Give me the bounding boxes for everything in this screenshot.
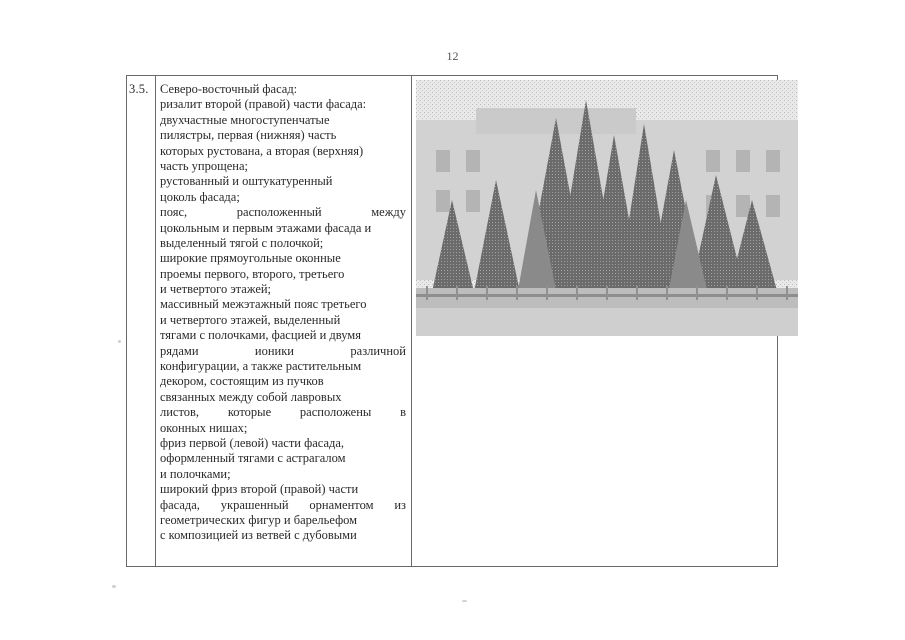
row-number: 3.5. bbox=[129, 82, 149, 96]
description-line: ризалит второй (правой) части фасада: bbox=[160, 97, 367, 112]
description-word: ионики bbox=[254, 343, 294, 358]
facade-photo bbox=[416, 80, 798, 336]
table-column-divider bbox=[155, 76, 156, 566]
description-line: и полочками; bbox=[160, 466, 231, 481]
facade-description bbox=[160, 82, 406, 544]
description-word: фасада, bbox=[160, 497, 200, 512]
description-word: рядами bbox=[160, 343, 199, 358]
description-word: между bbox=[371, 205, 406, 220]
description-line: которых рустована, а вторая (верхняя) bbox=[160, 143, 364, 158]
description-line: оформленный тягами с астрагалом bbox=[160, 451, 346, 466]
description-word: листов, bbox=[160, 405, 200, 420]
description-line bbox=[160, 405, 406, 420]
description-line: связанных между собой лавровых bbox=[160, 389, 342, 404]
description-line: оконных нишах; bbox=[160, 420, 248, 435]
description-word: из bbox=[394, 497, 406, 512]
description-line: и четвертого этажей, выделенный bbox=[160, 312, 341, 327]
description-line: конфигурации, а также растительным bbox=[160, 359, 362, 374]
description-line: широкий фриз второй (правой) части bbox=[160, 482, 359, 497]
description-line: выделенный тягой с полочкой; bbox=[160, 235, 324, 250]
description-line: геометрических фигур и барельефом bbox=[160, 512, 358, 527]
description-word: в bbox=[400, 405, 406, 420]
description-line bbox=[160, 205, 406, 220]
description-line: декором, состоящим из пучков bbox=[160, 374, 324, 389]
description-line: двухчастные многоступенчатые bbox=[160, 112, 330, 127]
page-number: 12 bbox=[446, 49, 459, 63]
description-line: Северо-восточный фасад: bbox=[160, 82, 298, 96]
description-word: которые bbox=[227, 405, 272, 420]
description-line: и четвертого этажей; bbox=[160, 282, 272, 297]
table-column-divider bbox=[411, 76, 412, 566]
scan-speck bbox=[118, 340, 121, 343]
description-line: цокольным и первым этажами фасада и bbox=[160, 220, 372, 235]
description-line: цоколь фасада; bbox=[160, 189, 240, 204]
scan-speck bbox=[112, 585, 116, 588]
description-line: часть упрощена; bbox=[160, 158, 248, 173]
description-line: массивный межэтажный пояс третьего bbox=[160, 297, 367, 312]
description-line: рустованный и оштукатуренный bbox=[160, 174, 333, 189]
description-word: пояс, bbox=[160, 205, 188, 220]
description-line: проемы первого, второго, третьего bbox=[160, 266, 345, 281]
description-line bbox=[160, 344, 406, 359]
scan-speck bbox=[462, 600, 467, 602]
description-word: расположены bbox=[299, 405, 372, 420]
description-word: расположенный bbox=[236, 205, 322, 220]
description-word: различной bbox=[350, 343, 406, 358]
description-line: широкие прямоугольные оконные bbox=[160, 251, 341, 266]
description-word: орнаментом bbox=[309, 497, 374, 512]
description-line: с композицией из ветвей с дубовыми bbox=[160, 528, 357, 543]
description-line: фриз первой (левой) части фасада, bbox=[160, 435, 345, 450]
description-line: тягами с полочками, фасцией и двумя bbox=[160, 328, 361, 343]
description-line: пилястры, первая (нижняя) часть bbox=[160, 128, 337, 143]
heritage-table bbox=[126, 75, 778, 567]
description-word: украшенный bbox=[220, 497, 289, 512]
description-line bbox=[160, 498, 406, 513]
